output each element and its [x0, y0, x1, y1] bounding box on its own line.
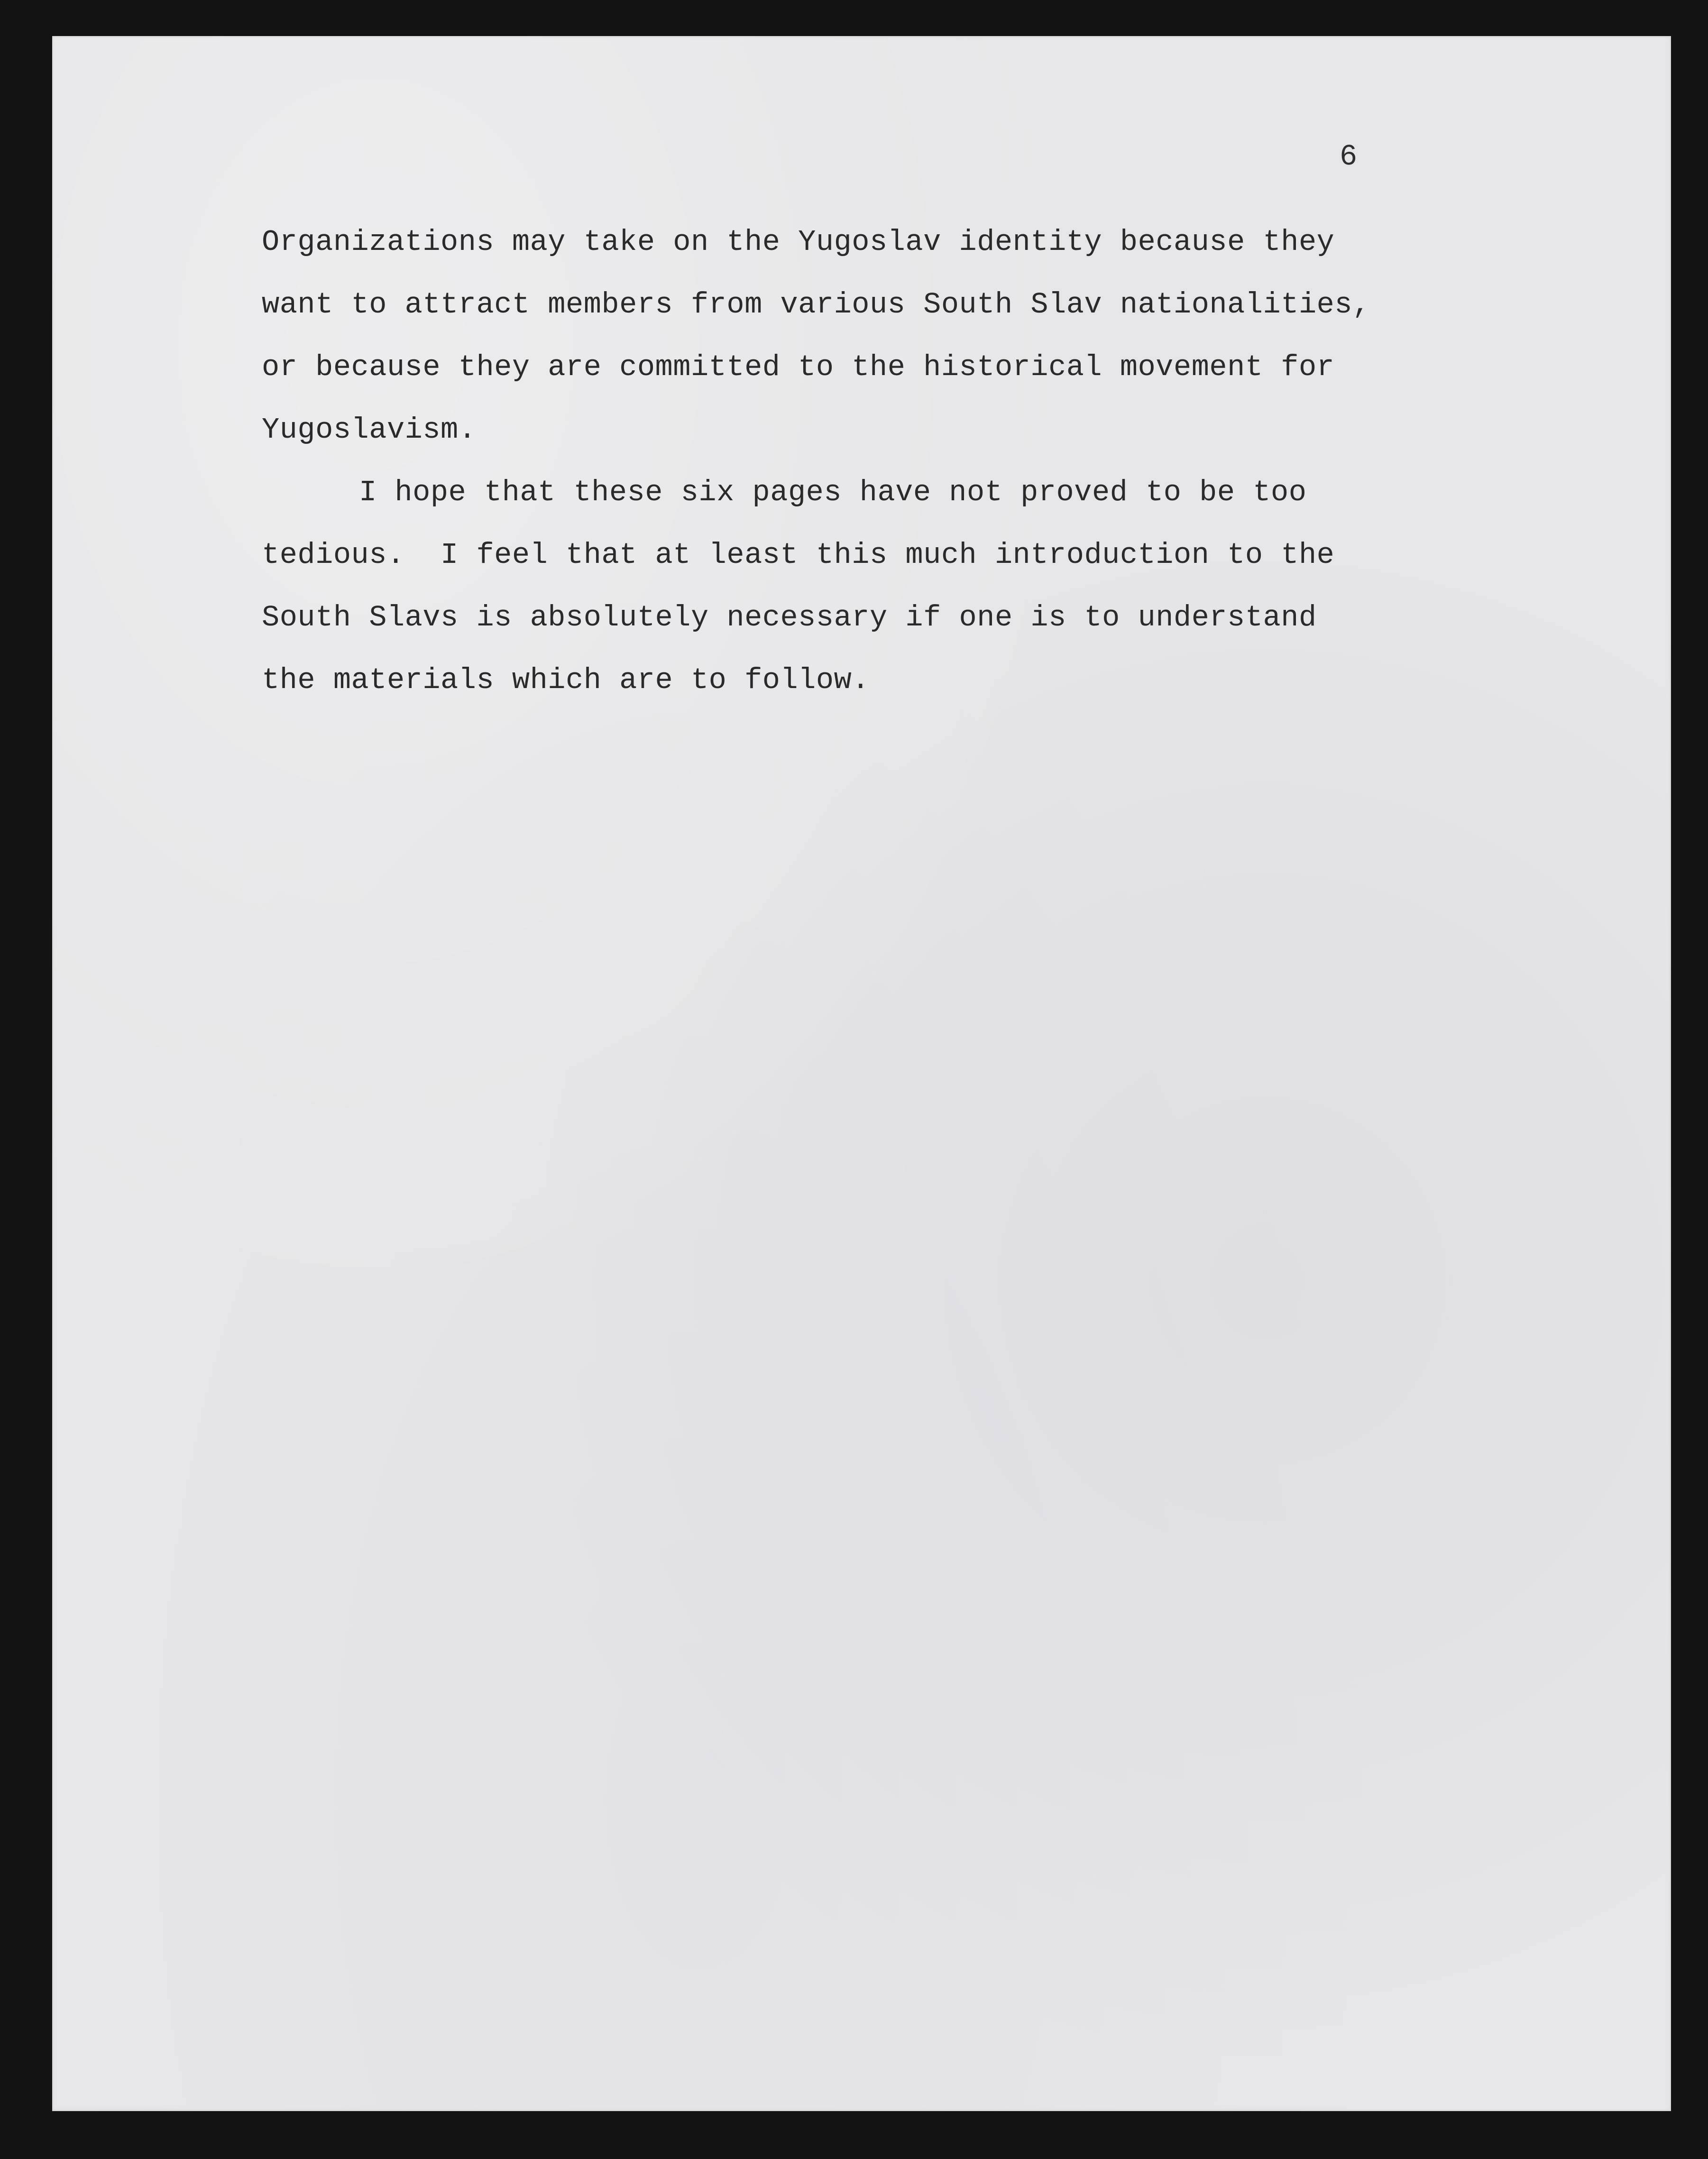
text-line: South Slavs is absolutely necessary if one is to understand — [262, 601, 1317, 634]
typewritten-page — [52, 36, 1671, 2111]
text-line: want to attract members from various South Slav nationalities, — [262, 288, 1370, 322]
text-line: the materials which are to follow. — [262, 663, 870, 697]
text-line: Organizations may take on the Yugoslav identity because they — [262, 225, 1335, 259]
page-number: 6 — [1340, 140, 1358, 174]
text-line: I hope that these six pages have not proved to be too — [359, 476, 1307, 509]
text-line: tedious. I feel that at least this much introduction to the — [262, 538, 1335, 572]
text-line: Yugoslavism. — [262, 413, 477, 447]
text-line: or because they are committed to the historical movement for — [262, 350, 1335, 384]
